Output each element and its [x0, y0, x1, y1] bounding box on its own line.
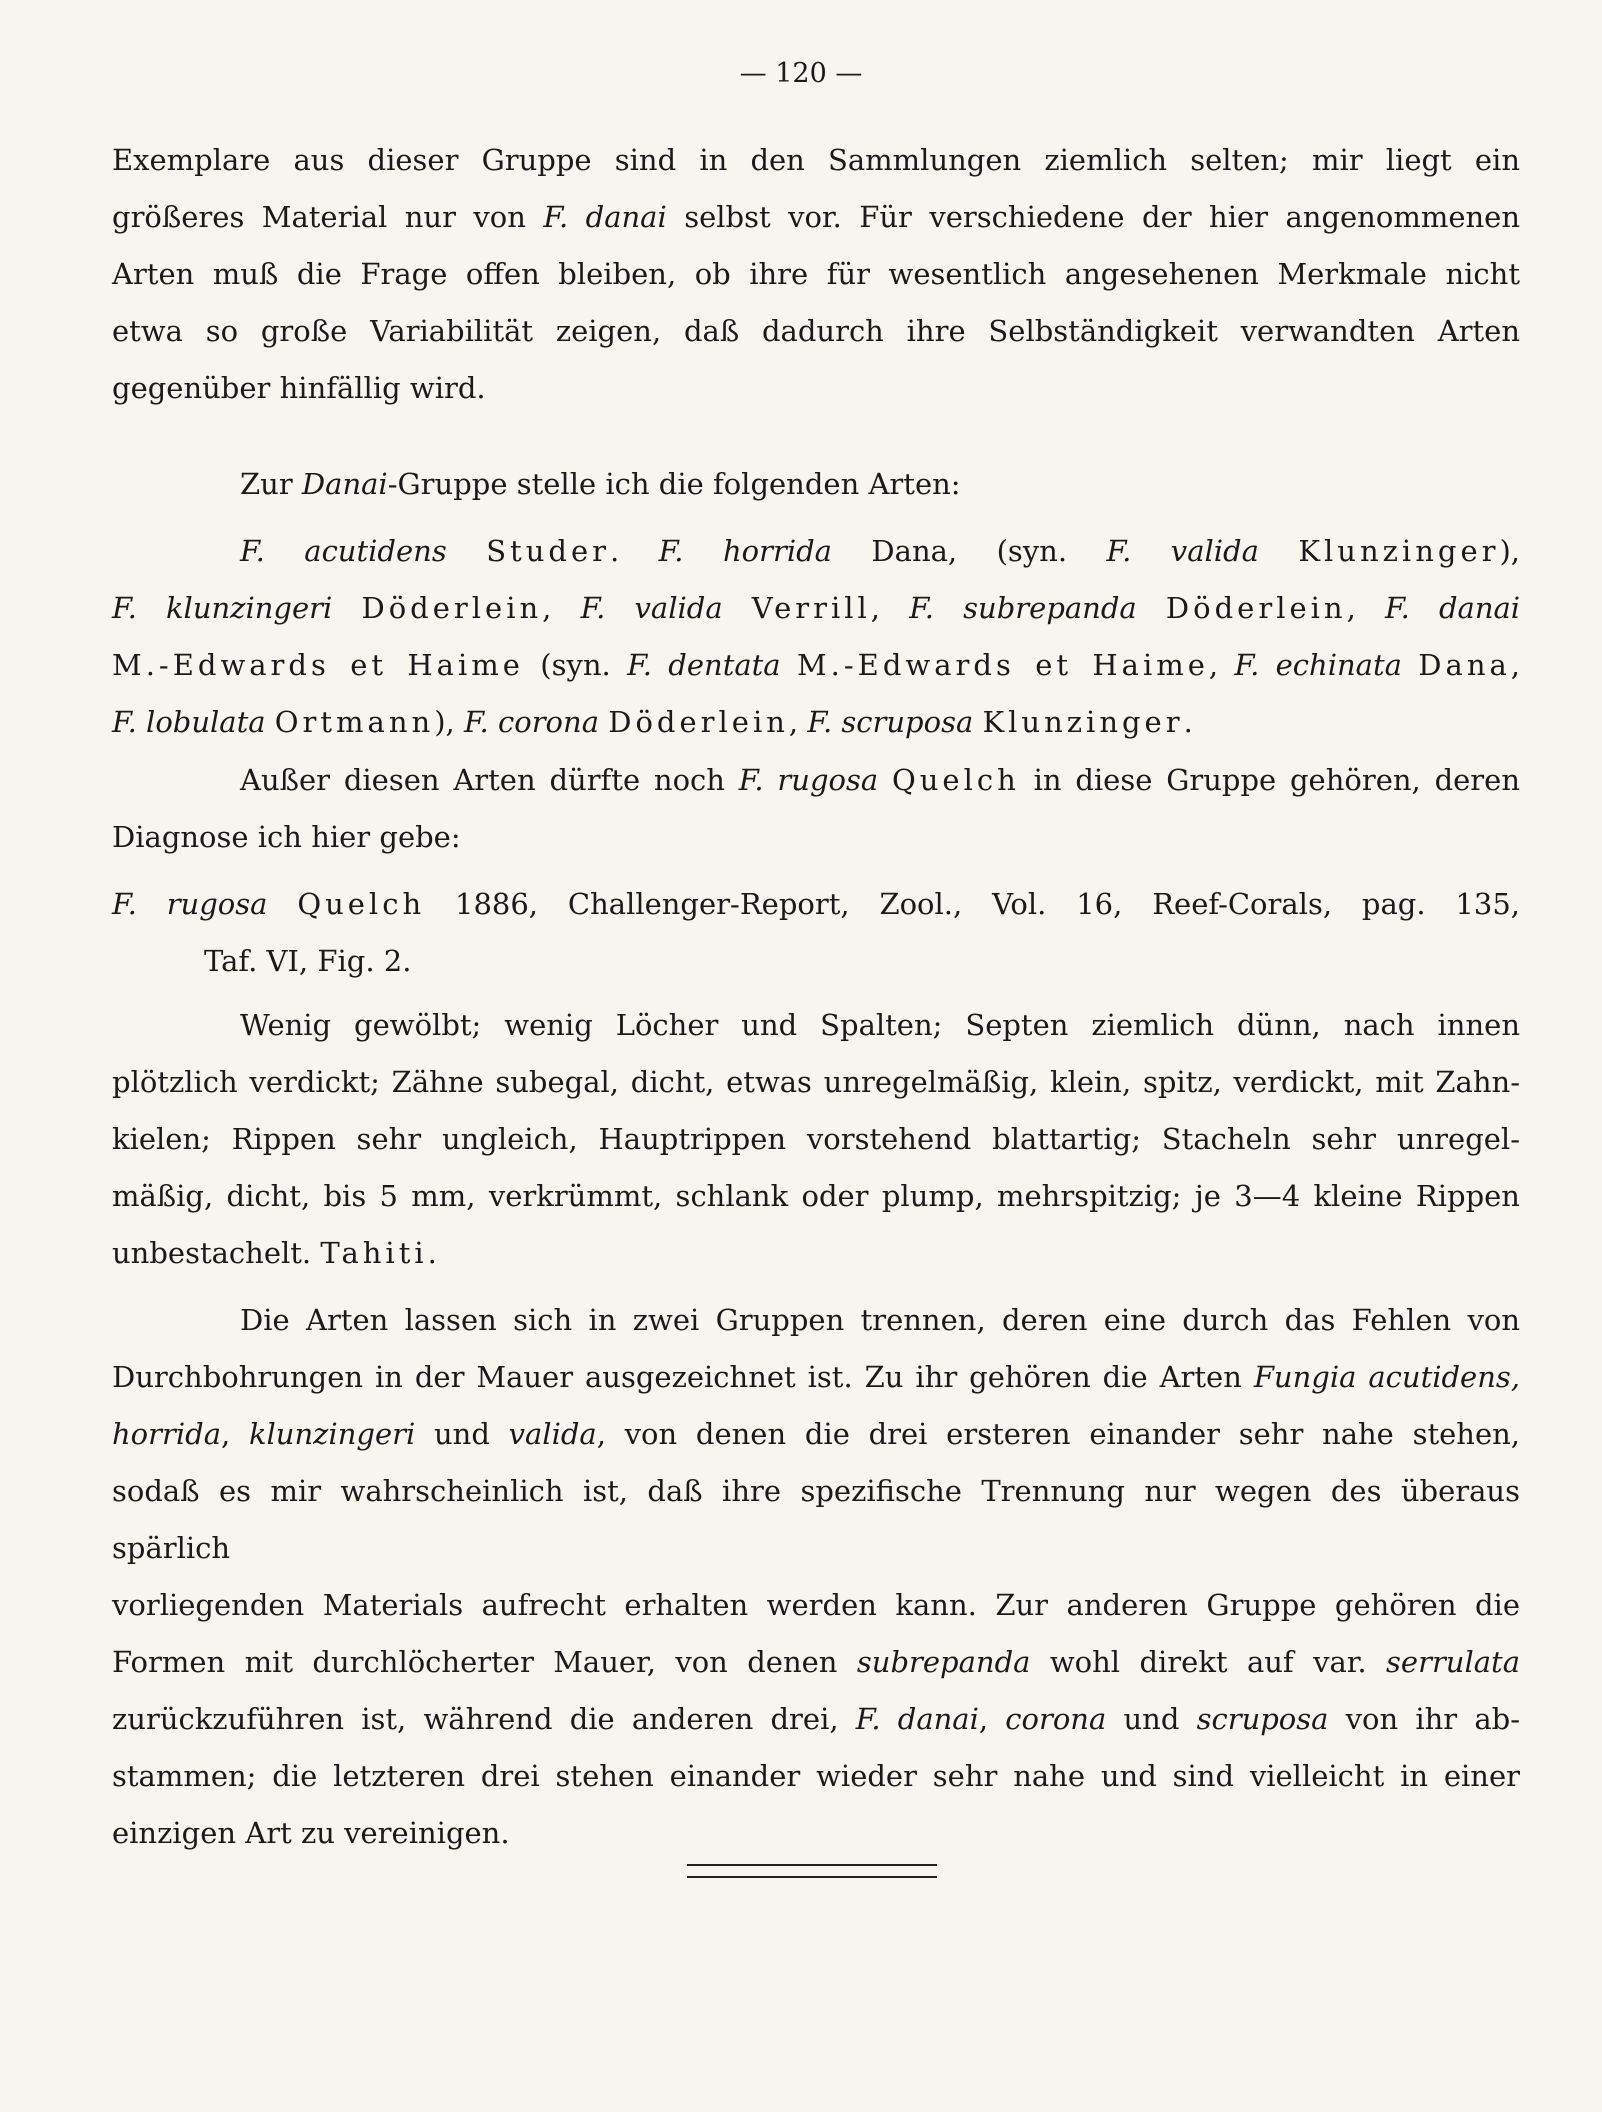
paragraph-4 — [112, 1292, 1520, 1862]
text-run: (syn. — [523, 648, 628, 682]
text-line: Die Arten lassen sich in zwei Gruppen trennen, deren eine durch das Fehlen von — [240, 1303, 1520, 1337]
text-run — [332, 591, 361, 625]
text-run: , — [542, 591, 581, 625]
text-run — [447, 534, 486, 568]
text-run: . — [1183, 705, 1193, 739]
text-line: Exemplare aus dieser Gruppe sind in den Sammlungen ziemlich selten; mir liegt ein — [112, 143, 1520, 177]
text-line: zurückzuführen ist, während die anderen drei, F. danai, corona und scruposa von ihr ab- — [112, 1702, 1520, 1736]
text-run: , — [870, 591, 910, 625]
text-run — [1137, 591, 1166, 625]
species-name: F. valida — [580, 591, 723, 625]
author-name: Studer — [486, 534, 610, 568]
text-run — [599, 705, 608, 739]
text-line: Diagnose ich hier gebe: — [112, 820, 461, 854]
text-run: Dana, (syn. — [831, 534, 1107, 568]
text-line: etwa so große Variabilität zeigen, daß dadurch ihre Selbständigkeit verwandten Arten — [112, 314, 1520, 348]
species-line — [112, 580, 1520, 637]
text-line: stammen; die letzteren drei stehen einander wieder sehr nahe und sind vielleicht in einer — [112, 1759, 1520, 1793]
species-name: F. echinata — [1234, 648, 1402, 682]
text-run: . — [609, 534, 659, 568]
text-run: ), — [1499, 534, 1521, 568]
species-line — [112, 637, 1520, 694]
species-line — [112, 523, 1520, 580]
author-name: M.-Edwards et Haime — [112, 648, 524, 682]
text-line: mäßig, dicht, bis 5 mm, verkrümmt, schlank oder plump, mehrspitzig; je 3—4 kleine Rippen — [112, 1179, 1520, 1213]
text-line: F. rugosa Quelch 1886, Challenger-Report, Zool., Vol. 16, Reef-Corals, pag. 135, — [112, 887, 1520, 921]
species-name: F. acutidens — [240, 534, 447, 568]
text-line: sodaß es mir wahrscheinlich ist, daß ihre spezifische Trennung nur wegen des überaus spärlich — [112, 1474, 1520, 1565]
text-run — [266, 705, 275, 739]
text-run — [1402, 648, 1418, 682]
author-name: Verrill — [751, 591, 871, 625]
text-line: Formen mit durchlöcherter Mauer, von denen subrepanda wohl direkt auf var. serrulata — [112, 1645, 1520, 1679]
text-line: plötzlich verdickt; Zähne subegal, dicht, etwas unregelmäßig, klein, spitz, verdickt, mit Zahn- — [112, 1065, 1520, 1099]
text-line: unbestachelt. Tahiti. — [112, 1236, 437, 1270]
text-line: Taf. VI, Fig. 2. — [204, 944, 412, 978]
species-name: F. dentata — [627, 648, 781, 682]
text-run: , — [1346, 591, 1385, 625]
text-line: größeres Material nur von F. danai selbst vor. Für verschiedene der hier angenommenen — [112, 200, 1520, 234]
species-name: F. scruposa — [807, 705, 974, 739]
species-name: F. klunzingeri — [112, 591, 333, 625]
species-name: F. horrida — [658, 534, 832, 568]
species-name: F. valida — [1106, 534, 1259, 568]
author-name: Ortmann — [274, 705, 435, 739]
text-line: gegenüber hinfällig wird. — [112, 371, 486, 405]
citation — [112, 876, 1520, 990]
text-run: , — [1208, 648, 1235, 682]
page-number: — 120 — — [739, 58, 863, 89]
paragraph-2 — [112, 456, 1602, 513]
species-name: F. danai — [1384, 591, 1521, 625]
text-run: ), — [434, 705, 464, 739]
species-line — [112, 694, 1520, 751]
text-run: , — [788, 705, 808, 739]
author-name: Dana — [1418, 648, 1511, 682]
section-divider — [687, 1864, 937, 1878]
text-line: Zur Danai-Gruppe stelle ich die folgenden Arten: — [240, 467, 961, 501]
text-line: Wenig gewölbt; wenig Löcher und Spalten; Septen ziemlich dünn, nach innen — [240, 1008, 1520, 1042]
text-line: Arten muß die Frage offen bleiben, ob ihre für wesentlich angesehenen Merkmale nicht — [112, 257, 1520, 291]
author-name: M.-Edwards et Haime — [796, 648, 1209, 682]
text-line: vorliegenden Materials aufrecht erhalten werden kann. Zur anderen Gruppe gehören die — [112, 1588, 1520, 1622]
text-line: einzigen Art zu vereinigen. — [112, 1816, 510, 1850]
text-line: Außer diesen Arten dürfte noch F. rugosa Quelch in diese Gruppe gehören, deren — [240, 763, 1521, 797]
paragraph-3 — [112, 752, 1520, 866]
text-line: horrida, klunzingeri und valida, von denen die drei ersteren einander sehr nahe stehen, — [112, 1417, 1521, 1451]
author-name: Döderlein — [608, 705, 789, 739]
text-run — [723, 591, 752, 625]
paragraph-1 — [112, 132, 1520, 417]
species-list — [112, 523, 1520, 751]
author-name: Döderlein — [1165, 591, 1347, 625]
author-name: Klunzinger — [982, 705, 1184, 739]
text-line: Durchbohrungen in der Mauer ausgezeichnet ist. Zu ihr gehören die Arten Fungia acutidens, — [112, 1360, 1520, 1394]
text-run — [1259, 534, 1298, 568]
text-run: , — [1510, 648, 1521, 682]
text-line: kielen; Rippen sehr ungleich, Hauptrippen vorstehend blattartig; Stacheln sehr unregel- — [112, 1122, 1520, 1156]
species-name: F. lobulata — [112, 705, 266, 739]
species-name: F. corona — [463, 705, 599, 739]
author-name: Döderlein — [361, 591, 543, 625]
species-name: F. subrepanda — [909, 591, 1137, 625]
diagnosis — [112, 997, 1520, 1282]
author-name: Klunzinger — [1298, 534, 1500, 568]
text-run — [781, 648, 797, 682]
